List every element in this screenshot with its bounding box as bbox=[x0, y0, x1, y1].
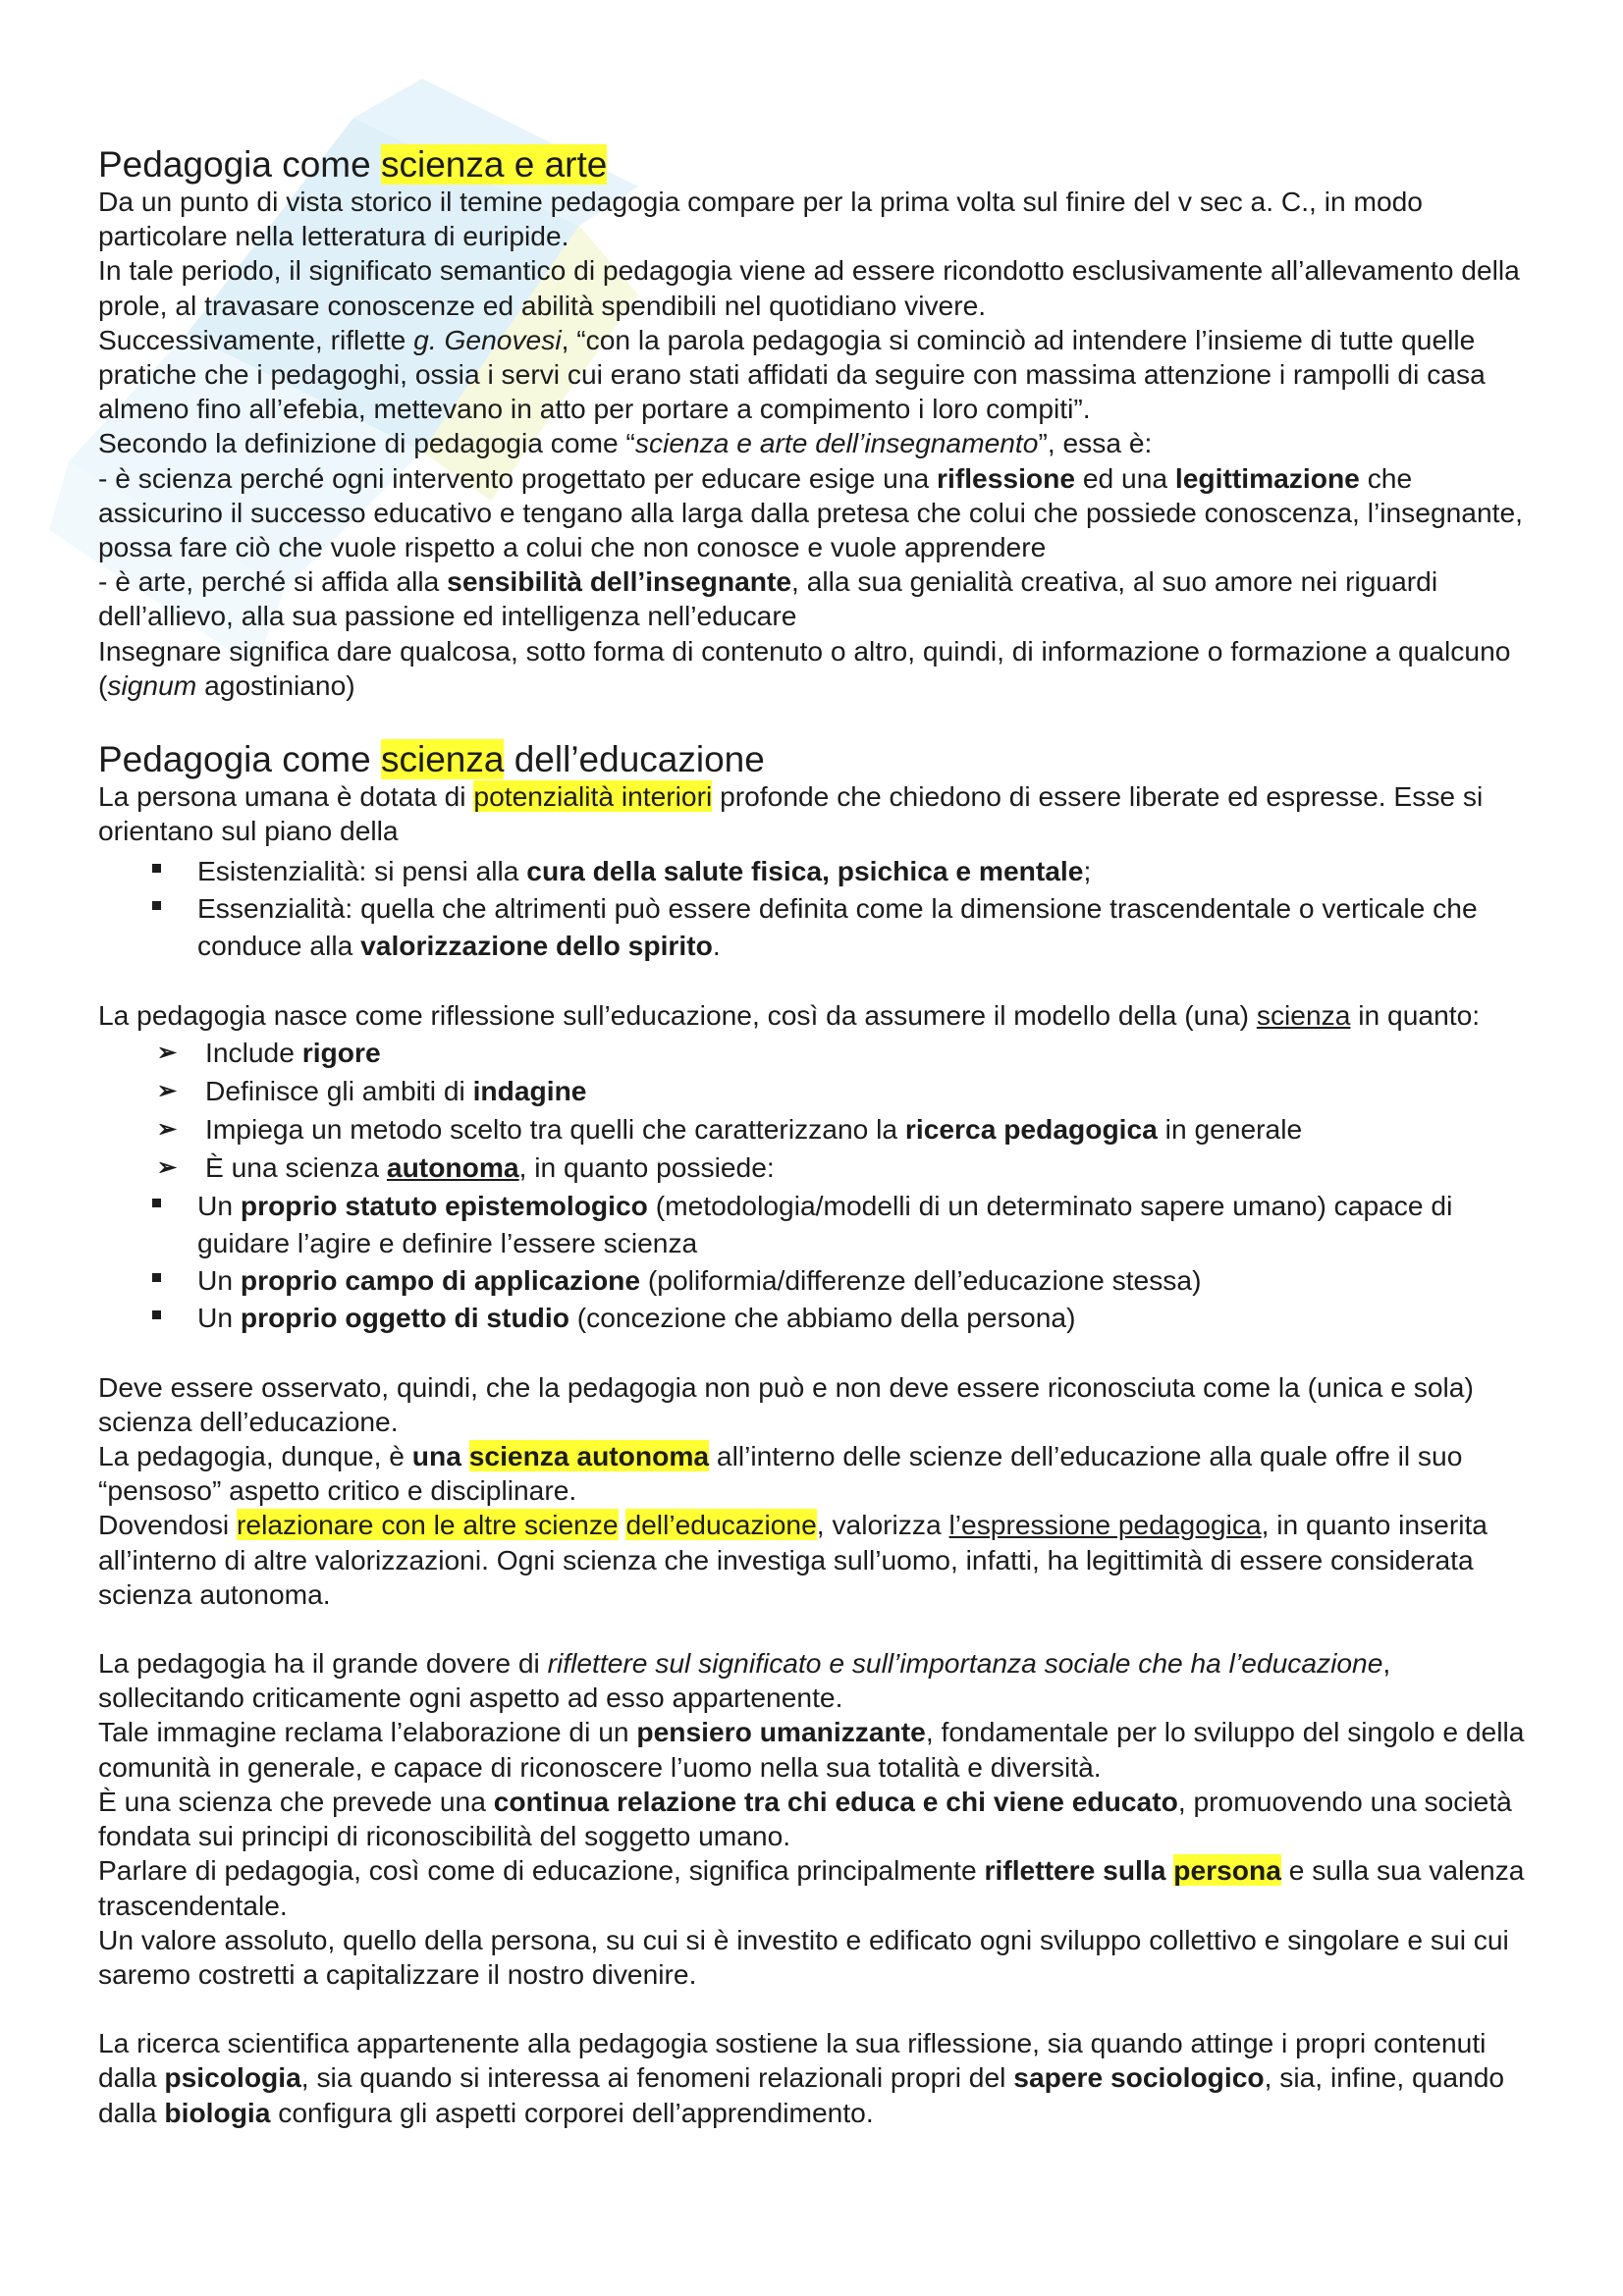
list-item: ➢ Impiega un metodo scelto tra quelli che caratterizzano la ricerca pedagogica in generale bbox=[98, 1110, 1540, 1148]
section-heading-scienza-educazione: Pedagogia come scienza dell’educazione bbox=[98, 739, 765, 780]
paragraph: - è scienza perché ogni intervento progettato per educare esige una riflessione ed una legittimazione che assicurino il successo educativo e tengano alla larga dalla pretesa che colui che possiede conoscenza, l’insegnante, possa fare ciò che vuole rispetto a colui che non conosce e vuole apprendere bbox=[98, 461, 1523, 563]
paragraph: La ricerca scientifica appartenente alla pedagogia sostiene la sua riflessione, sia quando attinge i propri contenuti dalla psicologia, sia quando si interessa ai fenomeni relazionali propri del sapere sociologico, sia, infine, quando dalla biologia configura gli aspetti corporei dell’apprendimento. bbox=[98, 2027, 1505, 2128]
arrow-bullet-icon: ➢ bbox=[157, 1077, 178, 1104]
paragraph: Un valore assoluto, quello della persona, su cui si è investito e edificato ogni sviluppo collettivo e singolare e sui cui saremo costretti a capitalizzare il nostro divenire. bbox=[98, 1923, 1509, 1990]
paragraph: La pedagogia, dunque, è una scienza autonoma all’interno delle scienze dell’educazione alla quale offre il suo “pensoso” aspetto critico e disciplinare. bbox=[98, 1440, 1463, 1507]
list-item: Esistenzialità: si pensi alla cura della salute fisica, psichica e mentale; bbox=[98, 852, 1540, 889]
paragraph: In tale periodo, il significato semantico di pedagogia viene ad essere ricondotto esclusivamente all’allevamento della prole, al travasare conoscenze ed abilità spendibili nel quotidiano vivere. bbox=[98, 254, 1520, 321]
list-item: Un proprio campo di applicazione (poliformia/differenze dell’educazione stessa) bbox=[98, 1261, 1540, 1299]
paragraph: La persona umana è dotata di potenzialità interiori profonde che chiedono di essere liberate ed espresse. Esse si orientano sul piano della bbox=[98, 780, 1484, 847]
list-item: Essenzialità: quella che altrimenti può essere definita come la dimensione trascendentale o verticale che conduce alla valorizzazione dello spirito. bbox=[98, 889, 1540, 964]
bullet-list bbox=[98, 852, 1540, 964]
list-item: ➢ Definisce gli ambiti di indagine bbox=[98, 1072, 1540, 1110]
paragraph: È una scienza che prevede una continua relazione tra chi educa e chi viene educato, promuovendo una società fondata sui principi di riconoscibilità del soggetto umano. bbox=[98, 1785, 1512, 1852]
paragraph: - è arte, perché si affida alla sensibilità dell’insegnante, alla sua genialità creativa, al suo amore nei riguardi dell’allievo, alla sua passione ed intelligenza nell’educare bbox=[98, 565, 1438, 632]
bullet-list bbox=[98, 1187, 1540, 1336]
paragraph: Insegnare significa dare qualcosa, sotto forma di contenuto o altro, quindi, di informazione o formazione a qualcuno (signum agostiniano) bbox=[98, 634, 1511, 701]
arrow-bullet-icon: ➢ bbox=[157, 1115, 178, 1143]
paragraph: Dovendosi relazionare con le altre scienze dell’educazione, valorizza l’espressione pedagogica, in quanto inserita all’interno di altre valorizzazioni. Ogni scienza che investiga sull’uomo, infatti, ha legittimità di essere considerata scienza autonoma. bbox=[98, 1509, 1488, 1610]
paragraph: Secondo la definizione di pedagogia come “scienza e arte dell’insegnamento”, essa è: bbox=[98, 427, 1153, 459]
arrow-bullet-icon: ➢ bbox=[157, 1153, 178, 1181]
paragraph: Successivamente, riflette g. Genovesi, “con la parola pedagogia si cominciò ad intendere l’insieme di tutte quelle pratiche che i pedagoghi, ossia i servi cui erano stati affidati da seguire con massima attenzione i rampolli di casa almeno fino all’efebia, mettevano in atto per portare a compimento i loro compiti”. bbox=[98, 323, 1486, 425]
list-item: Un proprio oggetto di studio (concezione che abbiamo della persona) bbox=[98, 1299, 1540, 1336]
paragraph: Parlare di pedagogia, così come di educazione, significa principalmente riflettere sulla persona e sulla sua valenza trascendentale. bbox=[98, 1854, 1525, 1921]
document-page bbox=[98, 145, 1540, 2130]
section-heading-scienza-e-arte: Pedagogia come scienza e arte bbox=[98, 144, 608, 185]
highlighted-text: scienza e arte bbox=[380, 144, 608, 185]
paragraph: La pedagogia ha il grande dovere di riflettere sul significato e sull’importanza sociale che ha l’educazione, sollecitando criticamente ogni aspetto ad esso appartenente. bbox=[98, 1647, 1391, 1714]
paragraph: Deve essere osservato, quindi, che la pedagogia non può e non deve essere riconosciuta come la (unica e sola) scienza dell’educazione. bbox=[98, 1370, 1474, 1437]
paragraph: Tale immagine reclama l’elaborazione di un pensiero umanizzante, fondamentale per lo sviluppo del singolo e della comunità in generale, e capace di riconoscere l’uomo nella sua totalità e diversità. bbox=[98, 1716, 1525, 1783]
paragraph: Da un punto di vista storico il temine pedagogia compare per la prima volta sul finire del v sec a. C., in modo particolare nella letteratura di euripide. bbox=[98, 186, 1423, 252]
list-item: ➢ È una scienza autonoma, in quanto possiede: bbox=[98, 1148, 1540, 1187]
highlighted-text: scienza bbox=[380, 739, 505, 780]
paragraph: La pedagogia nasce come riflessione sull’educazione, così da assumere il modello della (una) scienza in quanto: bbox=[98, 999, 1481, 1032]
list-item: Un proprio statuto epistemologico (metodologia/modelli di un determinato sapere umano) capace di guidare l’agire e definire l’essere scienza bbox=[98, 1187, 1540, 1261]
arrow-list bbox=[98, 1034, 1540, 1187]
arrow-bullet-icon: ➢ bbox=[157, 1039, 178, 1066]
list-item: ➢ Include rigore bbox=[98, 1034, 1540, 1072]
